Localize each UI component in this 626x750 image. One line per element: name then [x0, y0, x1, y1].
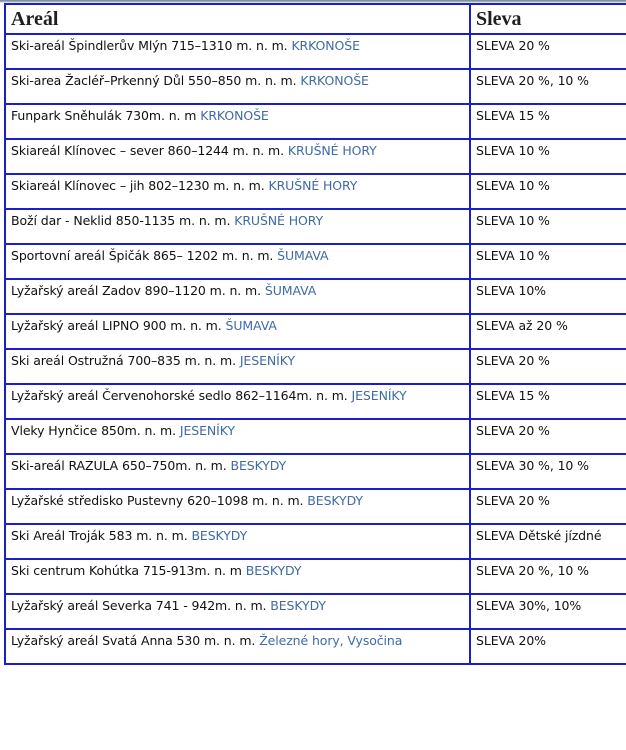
- resort-name: Ski centrum Kohútka 715-913m. n. m: [11, 563, 242, 578]
- table-row: [5, 34, 626, 69]
- discount-cell: SLEVA 20 %, 10 %: [470, 559, 626, 594]
- resort-name: Ski-areál RAZULA 650–750m. n. m.: [11, 458, 227, 473]
- resort-name: Funpark Sněhulák 730m. n. m: [11, 108, 197, 123]
- table-row: [5, 279, 626, 314]
- table-row: [5, 629, 626, 664]
- resort-cell: [5, 139, 470, 174]
- discount-cell: SLEVA 15 %: [470, 384, 626, 419]
- resort-region: BESKYDY: [245, 563, 302, 578]
- table-body: [5, 34, 626, 664]
- discount-cell: SLEVA 20 %: [470, 349, 626, 384]
- resort-name: Lyžařský areál LIPNO 900 m. n. m.: [11, 318, 226, 333]
- resort-name: Lyžařský areál Zadov 890–1120 m. n. m.: [11, 283, 261, 298]
- discount-cell: SLEVA 15 %: [470, 104, 626, 139]
- resort-region: JESENÍKY: [179, 423, 235, 438]
- resort-cell: [5, 209, 470, 244]
- table-row: [5, 524, 626, 559]
- resort-cell: [5, 244, 470, 279]
- table-row: [5, 174, 626, 209]
- resort-region: ŠUMAVA: [264, 283, 317, 298]
- resort-name: Skiareál Klínovec – sever 860–1244 m. n. m.: [11, 143, 284, 158]
- table-row: [5, 139, 626, 174]
- resort-cell: [5, 349, 470, 384]
- resort-name: Lyžařské středisko Pustevny 620–1098 m. n. m.: [11, 493, 304, 508]
- discount-cell: SLEVA Dětské jízdné: [470, 524, 626, 559]
- table-row: [5, 489, 626, 524]
- resort-name: Sportovní areál Špičák 865– 1202 m. n. m.: [11, 248, 274, 263]
- resort-name: Vleky Hynčice 850m. n. m.: [11, 423, 176, 438]
- resort-cell: [5, 454, 470, 489]
- discount-cell: SLEVA 10 %: [470, 139, 626, 174]
- resort-region: Železné hory, Vysočina: [259, 633, 403, 648]
- resort-name: Boží dar - Neklid 850-1135 m. n. m.: [11, 213, 231, 228]
- resort-region: ŠUMAVA: [225, 318, 277, 333]
- resort-region: KRUŠNÉ HORY: [287, 143, 377, 158]
- discount-cell: SLEVA 20 %, 10 %: [470, 69, 626, 104]
- table-row: [5, 419, 626, 454]
- resort-cell: [5, 314, 470, 349]
- resort-name: Skiareál Klínovec – jih 802–1230 m. n. m.: [11, 178, 265, 193]
- discount-cell: SLEVA 20 %: [470, 34, 626, 69]
- resort-name: Ski Areál Troják 583 m. n. m.: [11, 528, 188, 543]
- resort-cell: [5, 104, 470, 139]
- resort-region: KRKONOŠE: [300, 73, 369, 88]
- resort-region: KRKONOŠE: [200, 108, 269, 123]
- resort-cell: [5, 489, 470, 524]
- resort-name: Ski-areál Špindlerův Mlýn 715–1310 m. n. m.: [11, 38, 288, 53]
- resort-cell: [5, 384, 470, 419]
- resort-region: JESENÍKY: [239, 353, 295, 368]
- column-header-areal: Areál: [5, 4, 470, 34]
- resort-region: BESKYDY: [270, 598, 326, 613]
- discount-cell: SLEVA až 20 %: [470, 314, 626, 349]
- resort-cell: [5, 34, 470, 69]
- resort-region: BESKYDY: [230, 458, 287, 473]
- resort-name: Lyžařský areál Severka 741 - 942m. n. m.: [11, 598, 267, 613]
- resort-cell: [5, 174, 470, 209]
- resort-region: BESKYDY: [307, 493, 363, 508]
- resort-name: Lyžařský areál Svatá Anna 530 m. n. m.: [11, 633, 256, 648]
- table-row: [5, 559, 626, 594]
- resort-cell: [5, 559, 470, 594]
- table-row: [5, 69, 626, 104]
- resort-region: ŠUMAVA: [277, 248, 329, 263]
- resort-region: KRUŠNÉ HORY: [268, 178, 358, 193]
- resort-region: KRKONOŠE: [291, 38, 360, 53]
- resort-cell: [5, 279, 470, 314]
- table-row: [5, 314, 626, 349]
- resort-cell: [5, 594, 470, 629]
- discount-cell: SLEVA 20%: [470, 629, 626, 664]
- table-row: [5, 454, 626, 489]
- resort-region: KRUŠNÉ HORY: [234, 213, 324, 228]
- discount-cell: SLEVA 30 %, 10 %: [470, 454, 626, 489]
- discount-cell: SLEVA 10 %: [470, 244, 626, 279]
- resort-name: Ski-area Žacléř–Prkenný Důl 550–850 m. n. m.: [11, 73, 297, 88]
- resort-cell: [5, 524, 470, 559]
- resort-region: BESKYDY: [191, 528, 248, 543]
- table-row: [5, 349, 626, 384]
- discount-cell: SLEVA 30%, 10%: [470, 594, 626, 629]
- table-row: [5, 209, 626, 244]
- resort-region: JESENÍKY: [351, 388, 407, 403]
- discount-cell: SLEVA 20 %: [470, 489, 626, 524]
- table-row: [5, 594, 626, 629]
- discount-cell: SLEVA 10%: [470, 279, 626, 314]
- discount-cell: SLEVA 10 %: [470, 174, 626, 209]
- table-row: [5, 244, 626, 279]
- ski-resort-discount-table: [4, 3, 626, 665]
- table-row: [5, 104, 626, 139]
- discount-cell: SLEVA 10 %: [470, 209, 626, 244]
- table-header-row: [5, 4, 626, 34]
- resort-cell: [5, 629, 470, 664]
- resort-name: Lyžařský areál Červenohorské sedlo 862–1164m. n. m.: [11, 388, 348, 403]
- table-row: [5, 384, 626, 419]
- resort-cell: [5, 419, 470, 454]
- column-header-sleva: Sleva: [470, 4, 626, 34]
- resort-name: Ski areál Ostružná 700–835 m. n. m.: [11, 353, 236, 368]
- resort-cell: [5, 69, 470, 104]
- discount-cell: SLEVA 20 %: [470, 419, 626, 454]
